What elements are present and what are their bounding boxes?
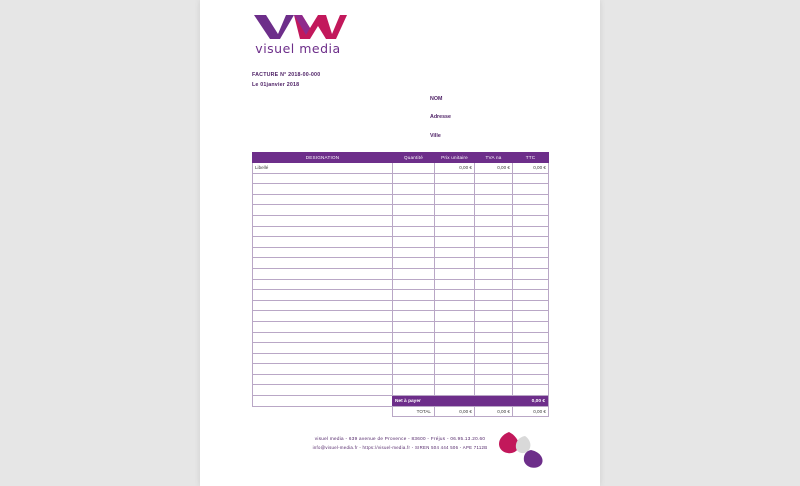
cell-tva[interactable]	[475, 226, 513, 237]
cell-designation[interactable]	[253, 364, 393, 375]
cell-tva[interactable]	[475, 374, 513, 385]
table-row[interactable]	[253, 321, 549, 332]
col-tva: TVA na	[475, 153, 513, 163]
net-to-pay-bar	[392, 396, 548, 406]
cell-tva[interactable]	[475, 215, 513, 226]
cell-prix-unitaire[interactable]	[435, 226, 475, 237]
table-row[interactable]	[253, 332, 549, 343]
cell-quantite[interactable]	[393, 321, 435, 332]
cell-ttc[interactable]	[513, 247, 549, 258]
cell-prix-unitaire[interactable]: 0,00 €	[435, 163, 475, 174]
cell-tva[interactable]	[475, 237, 513, 248]
cell-ttc[interactable]	[513, 353, 549, 364]
cell-tva[interactable]	[475, 173, 513, 184]
cell-quantite[interactable]	[393, 374, 435, 385]
cell-quantite[interactable]	[393, 205, 435, 216]
table-row[interactable]	[253, 215, 549, 226]
table-row[interactable]	[253, 300, 549, 311]
cell-quantite[interactable]	[393, 184, 435, 195]
net-to-pay-value: 0,00 €	[531, 398, 545, 404]
table-row[interactable]	[253, 226, 549, 237]
cell-tva[interactable]	[475, 247, 513, 258]
cell-ttc[interactable]	[513, 321, 549, 332]
cell-ttc[interactable]	[513, 237, 549, 248]
cell-tva[interactable]	[475, 205, 513, 216]
cell-quantite[interactable]	[393, 311, 435, 322]
cell-prix-unitaire[interactable]	[435, 184, 475, 195]
table-row[interactable]	[253, 364, 549, 375]
cell-quantite[interactable]	[393, 332, 435, 343]
cell-prix-unitaire[interactable]	[435, 364, 475, 375]
table-row[interactable]	[253, 194, 549, 205]
cell-designation[interactable]	[253, 237, 393, 248]
cell-designation[interactable]	[253, 247, 393, 258]
table-row[interactable]	[253, 279, 549, 290]
cell-prix-unitaire[interactable]	[435, 237, 475, 248]
invoice-meta	[252, 70, 320, 90]
cell-tva[interactable]	[475, 184, 513, 195]
table-row[interactable]	[253, 173, 549, 184]
cell-designation[interactable]	[253, 311, 393, 322]
table-row[interactable]	[253, 205, 549, 216]
cell-designation[interactable]	[253, 385, 393, 396]
line-items-table	[252, 152, 549, 417]
net-to-pay-label: Net à payer	[395, 398, 421, 404]
table-header-row	[253, 153, 549, 163]
cell-ttc[interactable]	[513, 311, 549, 322]
cell-tva[interactable]	[475, 343, 513, 354]
cell-prix-unitaire[interactable]	[435, 353, 475, 364]
cell-ttc[interactable]	[513, 258, 549, 269]
cell-ttc[interactable]	[513, 173, 549, 184]
cell-prix-unitaire[interactable]	[435, 247, 475, 258]
cell-ttc[interactable]	[513, 300, 549, 311]
cell-quantite[interactable]	[393, 343, 435, 354]
cell-designation[interactable]	[253, 279, 393, 290]
cell-ttc[interactable]	[513, 205, 549, 216]
cell-designation[interactable]	[253, 205, 393, 216]
table-row[interactable]	[253, 311, 549, 322]
cell-ttc[interactable]	[513, 268, 549, 279]
company-logo	[248, 12, 348, 57]
cell-tva[interactable]	[475, 321, 513, 332]
cell-quantite[interactable]	[393, 163, 435, 174]
cell-ttc[interactable]	[513, 279, 549, 290]
cell-prix-unitaire[interactable]	[435, 321, 475, 332]
cell-tva[interactable]	[475, 311, 513, 322]
table-row[interactable]	[253, 237, 549, 248]
cell-prix-unitaire[interactable]	[435, 279, 475, 290]
footer-line-2: info@visuel-media.fr - https://visuel-media.fr - SIREN 504 444 506 - APE 7112B	[312, 444, 488, 450]
cell-prix-unitaire[interactable]	[435, 194, 475, 205]
table-row[interactable]	[253, 290, 549, 301]
cell-tva[interactable]	[475, 364, 513, 375]
cell-prix-unitaire[interactable]	[435, 374, 475, 385]
cell-quantite[interactable]	[393, 268, 435, 279]
table-row[interactable]	[253, 353, 549, 364]
cell-designation[interactable]	[253, 300, 393, 311]
cell-designation[interactable]	[253, 194, 393, 205]
cell-prix-unitaire[interactable]	[435, 268, 475, 279]
col-ttc: TTC	[513, 153, 549, 163]
cell-quantite[interactable]	[393, 290, 435, 301]
cell-prix-unitaire[interactable]	[435, 300, 475, 311]
cell-tva[interactable]	[475, 385, 513, 396]
cell-quantite[interactable]	[393, 215, 435, 226]
cell-designation[interactable]	[253, 184, 393, 195]
table-row[interactable]	[253, 268, 549, 279]
cell-designation[interactable]	[253, 353, 393, 364]
cell-designation[interactable]	[253, 215, 393, 226]
cell-prix-unitaire[interactable]	[435, 215, 475, 226]
cell-tva[interactable]	[475, 332, 513, 343]
cell-ttc[interactable]	[513, 364, 549, 375]
cell-quantite[interactable]	[393, 385, 435, 396]
cell-designation[interactable]	[253, 321, 393, 332]
cell-quantite[interactable]	[393, 173, 435, 184]
col-prix-unitaire: Prix unitaire	[435, 153, 475, 163]
cell-quantite[interactable]	[393, 279, 435, 290]
cell-ttc[interactable]	[513, 194, 549, 205]
cell-ttc[interactable]	[513, 290, 549, 301]
cell-designation[interactable]	[253, 374, 393, 385]
cell-quantite[interactable]	[393, 258, 435, 269]
client-block	[430, 97, 451, 152]
cell-quantite[interactable]	[393, 194, 435, 205]
cell-ttc[interactable]	[513, 184, 549, 195]
total-label: TOTAL	[393, 406, 435, 417]
cell-designation[interactable]: Libellé	[253, 163, 393, 174]
cell-quantite[interactable]	[393, 247, 435, 258]
total-prix-unitaire: 0,00 €	[435, 406, 475, 417]
cell-quantite[interactable]	[393, 226, 435, 237]
cell-quantite[interactable]	[393, 353, 435, 364]
cell-tva[interactable]	[475, 353, 513, 364]
col-quantite: Quantité	[393, 153, 435, 163]
cell-ttc[interactable]	[513, 374, 549, 385]
table-row[interactable]	[253, 374, 549, 385]
total-tva: 0,00 €	[475, 406, 513, 417]
cell-tva[interactable]	[475, 300, 513, 311]
cell-tva[interactable]	[475, 258, 513, 269]
invoice-date: Le 01janvier 2018	[252, 82, 300, 89]
table-row[interactable]	[253, 385, 549, 396]
cell-ttc[interactable]: 0,00 €	[513, 163, 549, 174]
table-row[interactable]	[253, 258, 549, 269]
cell-ttc[interactable]	[513, 215, 549, 226]
cell-tva[interactable]	[475, 268, 513, 279]
cell-tva[interactable]	[475, 194, 513, 205]
cell-tva[interactable]	[475, 290, 513, 301]
footer-line-1: visuel media - 639 avenue de Provence - 83600 - Fréjus - 06.95.13.20.60	[314, 436, 486, 441]
vm-wave-logo-icon	[248, 12, 348, 40]
cell-ttc[interactable]	[513, 385, 549, 396]
cell-prix-unitaire[interactable]	[435, 173, 475, 184]
cell-prix-unitaire[interactable]	[435, 258, 475, 269]
table-row[interactable]	[253, 184, 549, 195]
table-total-row	[253, 406, 549, 417]
cell-designation[interactable]	[253, 343, 393, 354]
table-row[interactable]	[253, 247, 549, 258]
cell-designation[interactable]	[253, 290, 393, 301]
cell-ttc[interactable]	[513, 226, 549, 237]
cell-designation[interactable]	[253, 258, 393, 269]
cell-prix-unitaire[interactable]	[435, 385, 475, 396]
cell-designation[interactable]	[253, 268, 393, 279]
cell-prix-unitaire[interactable]	[435, 332, 475, 343]
cell-tva[interactable]	[475, 279, 513, 290]
client-city-label: Ville	[430, 132, 441, 139]
cell-quantite[interactable]	[393, 237, 435, 248]
cell-prix-unitaire[interactable]	[435, 290, 475, 301]
cell-ttc[interactable]	[513, 332, 549, 343]
cell-ttc[interactable]	[513, 343, 549, 354]
total-ttc: 0,00 €	[513, 406, 549, 417]
total-spacer	[253, 406, 393, 417]
table-body	[253, 163, 549, 417]
col-designation: DESIGNATION	[253, 153, 393, 163]
client-name-label: NOM	[430, 96, 443, 102]
cell-quantite[interactable]	[393, 364, 435, 375]
cell-prix-unitaire[interactable]	[435, 311, 475, 322]
client-address-label: Adresse	[430, 114, 451, 121]
decorative-shapes-icon	[495, 430, 555, 470]
invoice-page	[200, 0, 600, 486]
cell-designation[interactable]	[253, 396, 393, 407]
cell-prix-unitaire[interactable]	[435, 205, 475, 216]
table-row[interactable]	[253, 163, 549, 174]
cell-tva[interactable]: 0,00 €	[475, 163, 513, 174]
cell-designation[interactable]	[253, 226, 393, 237]
table-row[interactable]	[253, 343, 549, 354]
cell-designation[interactable]	[253, 332, 393, 343]
invoice-number: FACTURE N° 2018-00-000	[252, 72, 321, 78]
cell-quantite[interactable]	[393, 300, 435, 311]
company-name: visuel media	[255, 41, 341, 56]
cell-designation[interactable]	[253, 173, 393, 184]
cell-prix-unitaire[interactable]	[435, 343, 475, 354]
